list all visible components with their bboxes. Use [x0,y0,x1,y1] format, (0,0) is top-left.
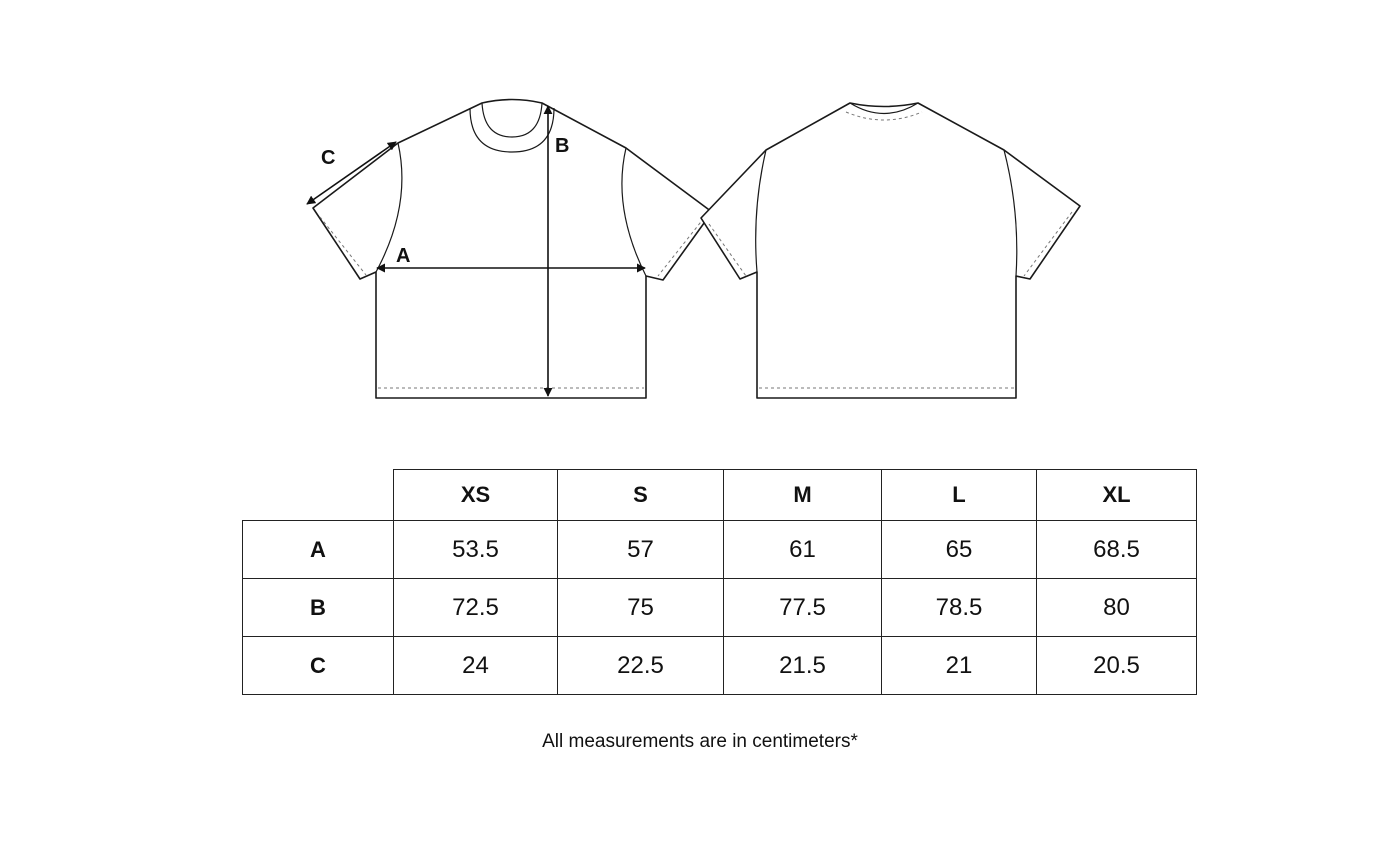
size-header-xl: XL [1037,470,1197,521]
cell-a-m: 61 [724,521,882,579]
table-row-b [243,579,1197,637]
cell-c-l: 21 [882,637,1037,695]
table-row-a [243,521,1197,579]
size-header-m: M [724,470,882,521]
measurement-label-c: C [321,147,336,169]
cell-c-s: 22.5 [558,637,724,695]
front-view-tshirt [313,100,712,399]
cell-c-xs: 24 [394,637,558,695]
measurement-label-a: A [396,245,411,267]
cell-a-xs: 53.5 [394,521,558,579]
size-header-xs: XS [394,470,558,521]
row-label-b: B [243,579,394,637]
measurement-footnote: All measurements are in centimeters* [542,731,858,752]
row-label-a: A [243,521,394,579]
cell-b-s: 75 [558,579,724,637]
cell-c-m: 21.5 [724,637,882,695]
cell-b-xs: 72.5 [394,579,558,637]
table-corner-cell [243,470,394,521]
back-tshirt-outline [701,103,1080,398]
front-tshirt-outline [313,100,712,399]
size-header-l: L [882,470,1037,521]
measurement-label-b: B [555,135,570,157]
size-header-row [243,470,1197,521]
size-chart-table [242,469,1197,695]
back-view-tshirt [701,103,1080,398]
cell-b-xl: 80 [1037,579,1197,637]
size-header-s: S [558,470,724,521]
cell-b-m: 77.5 [724,579,882,637]
cell-a-xl: 68.5 [1037,521,1197,579]
cell-b-l: 78.5 [882,579,1037,637]
row-label-c: C [243,637,394,695]
cell-a-s: 57 [558,521,724,579]
cell-a-l: 65 [882,521,1037,579]
cell-c-xl: 20.5 [1037,637,1197,695]
table-row-c [243,637,1197,695]
